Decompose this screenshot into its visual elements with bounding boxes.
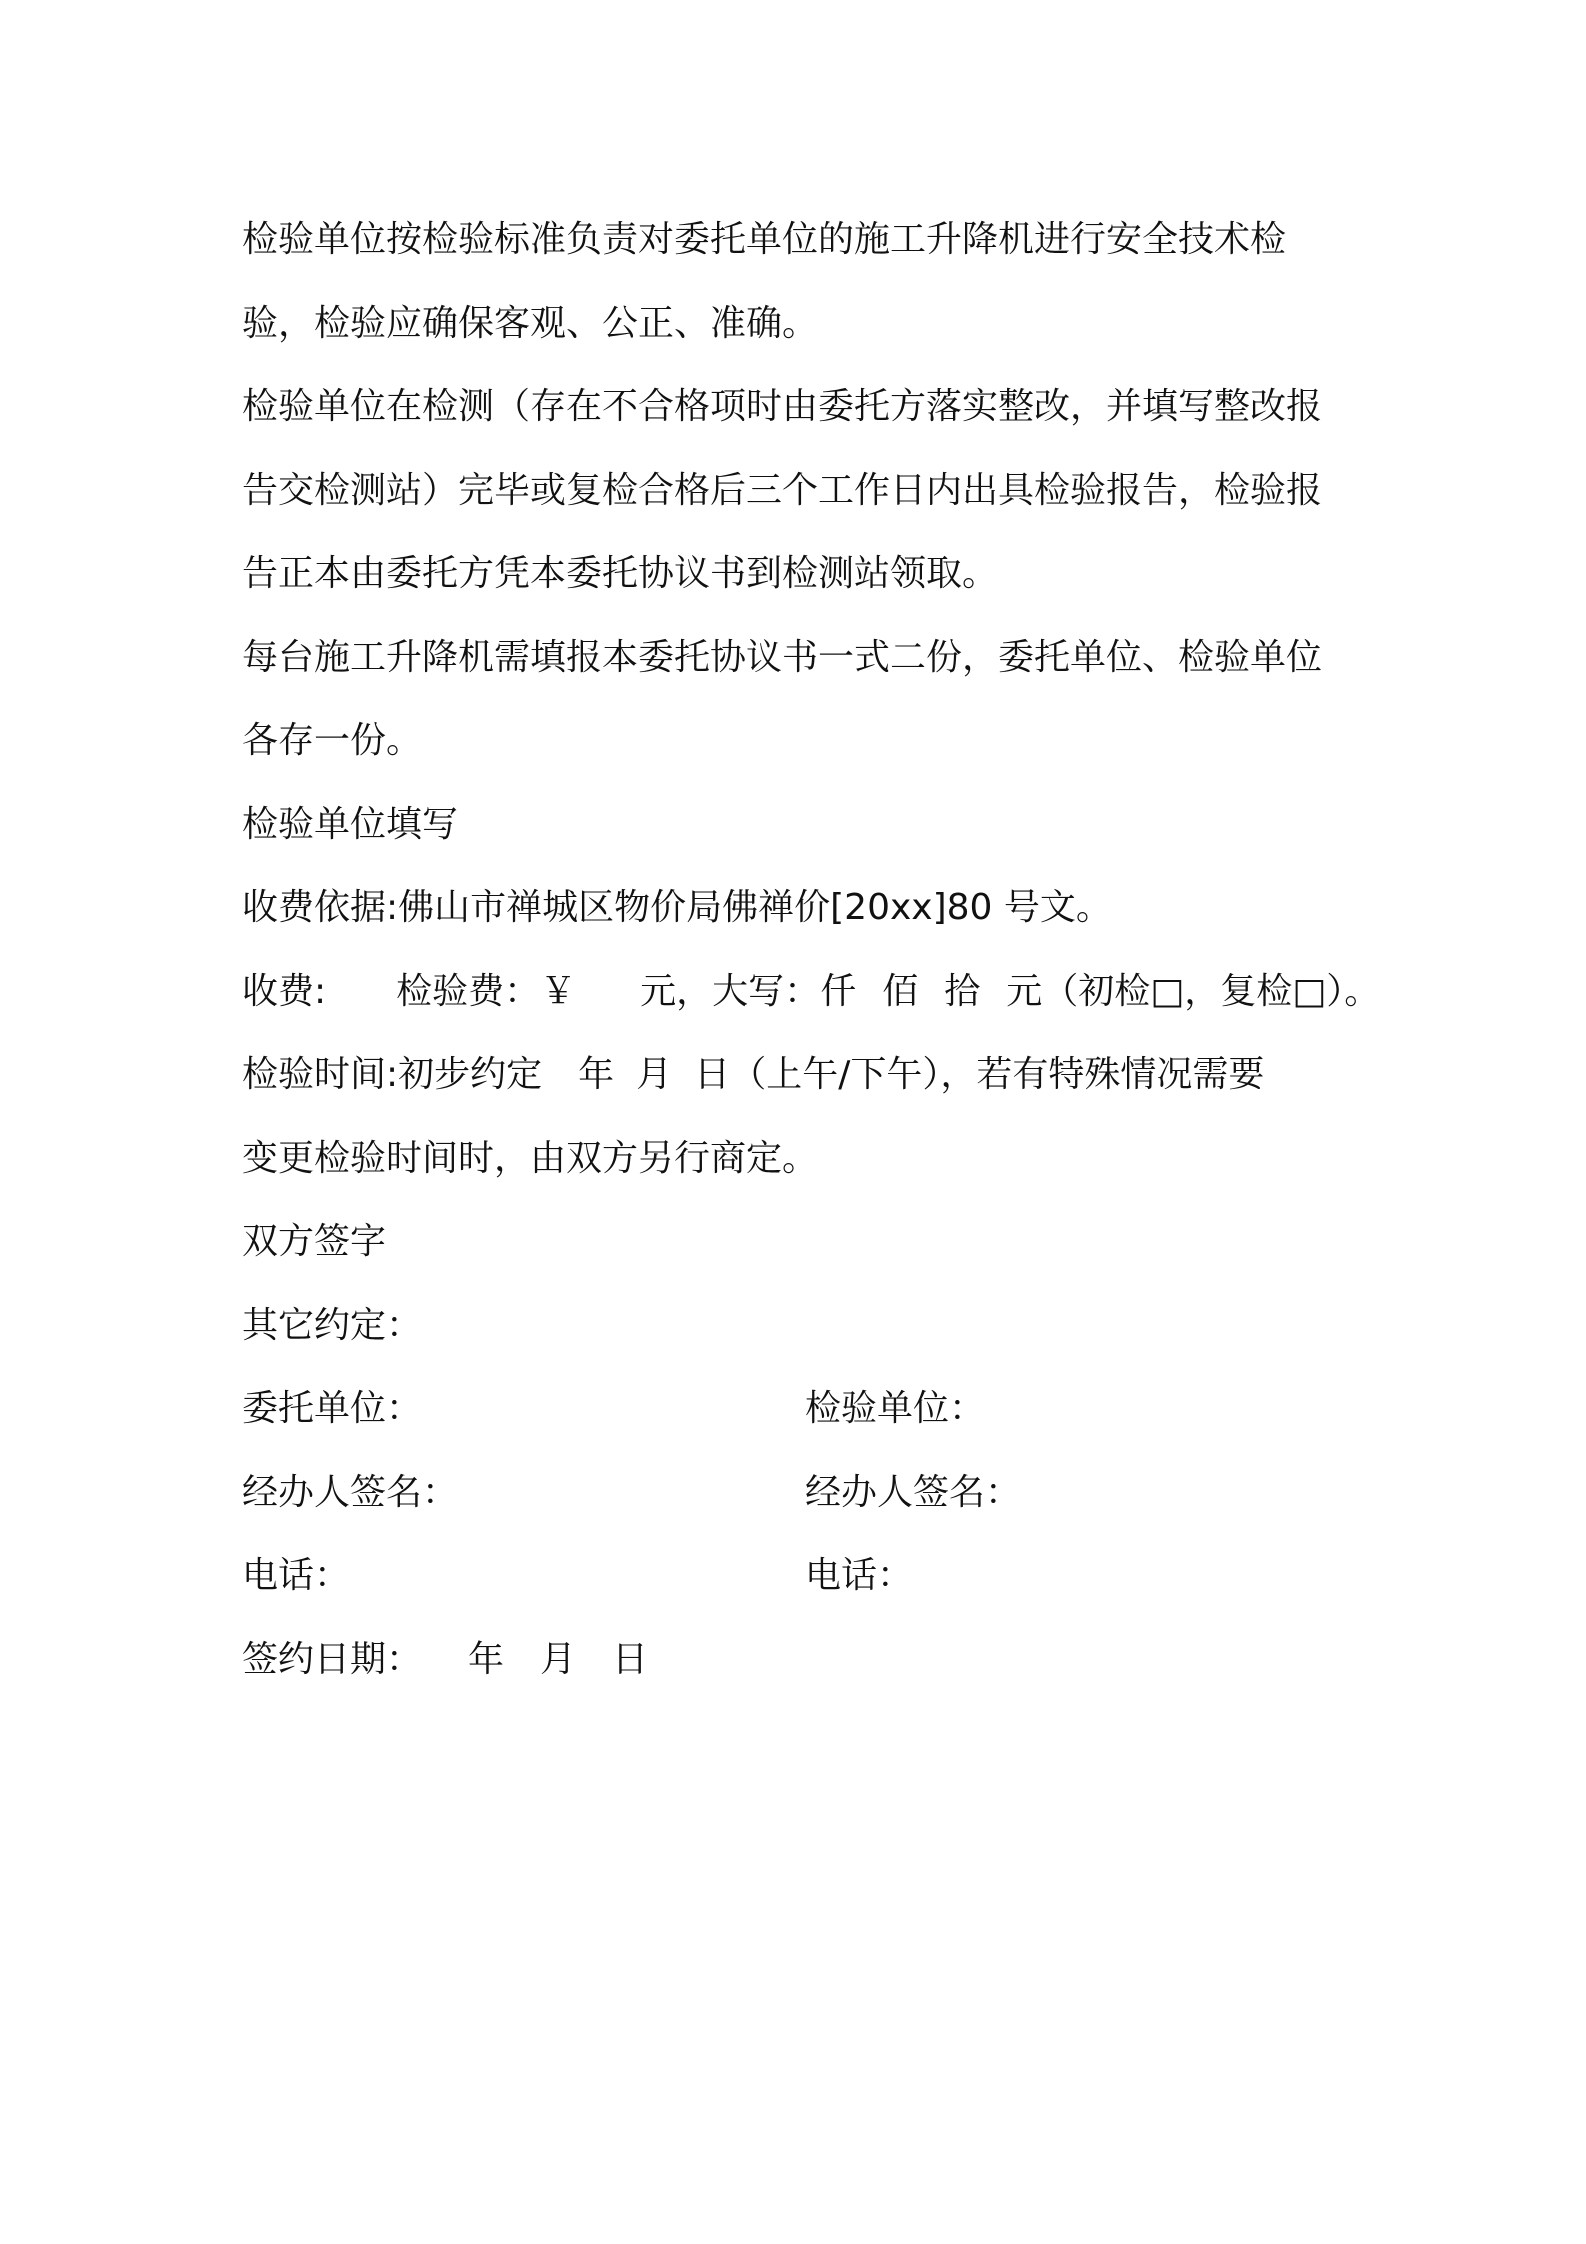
sign-date-year: 年 <box>468 1638 505 1680</box>
paragraph-copies <box>242 616 1362 783</box>
inspection-year: 年 <box>578 1054 615 1095</box>
inspection-month: 月 <box>636 1054 673 1095</box>
sign-date-month: 月 <box>540 1638 577 1680</box>
paragraph-line: 各存一份。 <box>242 720 423 761</box>
fee-line <box>242 950 1381 1034</box>
document-body <box>242 198 1381 1701</box>
inspection-fee-label: 检验费：￥ <box>396 970 577 1012</box>
capital-bai: 佰 <box>882 970 919 1012</box>
paragraph-line: 告正本由委托方凭本委托协议书到检测站领取。 <box>242 553 999 594</box>
client-phone-label: 电话： <box>242 1555 351 1596</box>
paragraph-line: 每台施工升降机需填报本委托协议书一式二份，委托单位、检验单位 <box>242 636 1323 678</box>
inspection-fill-heading: 检验单位填写 <box>242 803 459 845</box>
sign-date <box>242 1618 1362 1702</box>
inspection-day: 日 <box>694 1054 731 1095</box>
other-terms: 其它约定： <box>242 1304 423 1346</box>
capital-yuan: 元 <box>1006 970 1043 1012</box>
paragraph-line: 告交检测站）完毕或复检合格后三个工作日内出具检验报告，检验报 <box>242 469 1323 511</box>
fee-basis: 收费依据:佛山市禅城区物价局佛禅价[20xx]80 号文。 <box>242 887 1112 928</box>
inspection-time-label: 检验时间:初步约定 <box>242 1054 543 1095</box>
check-options: （初检□，复检□）。 <box>1042 970 1381 1012</box>
client-handler-label: 经办人签名： <box>242 1471 459 1513</box>
fee-yuan: 元， <box>640 970 713 1012</box>
inspection-unit-label: 检验单位： <box>805 1388 986 1429</box>
sign-row-unit <box>242 1367 1362 1451</box>
capital-label: 大写： <box>712 970 821 1012</box>
capital-shi: 拾 <box>944 970 981 1012</box>
sign-row-handler <box>242 1451 1362 1535</box>
inspection-time <box>242 1033 1362 1200</box>
fee-label: 收费: <box>242 970 327 1012</box>
paragraph-line: 检验单位按检验标准负责对委托单位的施工升降机进行安全技术检 <box>242 219 1287 260</box>
paragraph-report-issuance <box>242 365 1362 616</box>
inspection-time-line2: 变更检验时间时，由双方另行商定。 <box>242 1137 819 1179</box>
client-unit-label: 委托单位： <box>242 1388 423 1429</box>
paragraph-inspection-duty <box>242 198 1362 365</box>
paragraph-line: 检验单位在检测（存在不合格项时由委托方落实整改，并填写整改报 <box>242 386 1323 427</box>
sign-date-day: 日 <box>612 1638 649 1680</box>
signatures-heading: 双方签字 <box>242 1221 387 1262</box>
inspection-time-tail: （上午/下午），若有特殊情况需要 <box>730 1054 1265 1095</box>
sign-date-label: 签约日期： <box>242 1638 423 1680</box>
paragraph-line: 验，检验应确保客观、公正、准确。 <box>242 302 819 344</box>
capital-qian: 仟 <box>820 970 857 1012</box>
inspection-handler-label: 经办人签名： <box>805 1471 1022 1513</box>
sign-row-phone <box>242 1534 1362 1618</box>
inspection-phone-label: 电话： <box>805 1555 914 1596</box>
